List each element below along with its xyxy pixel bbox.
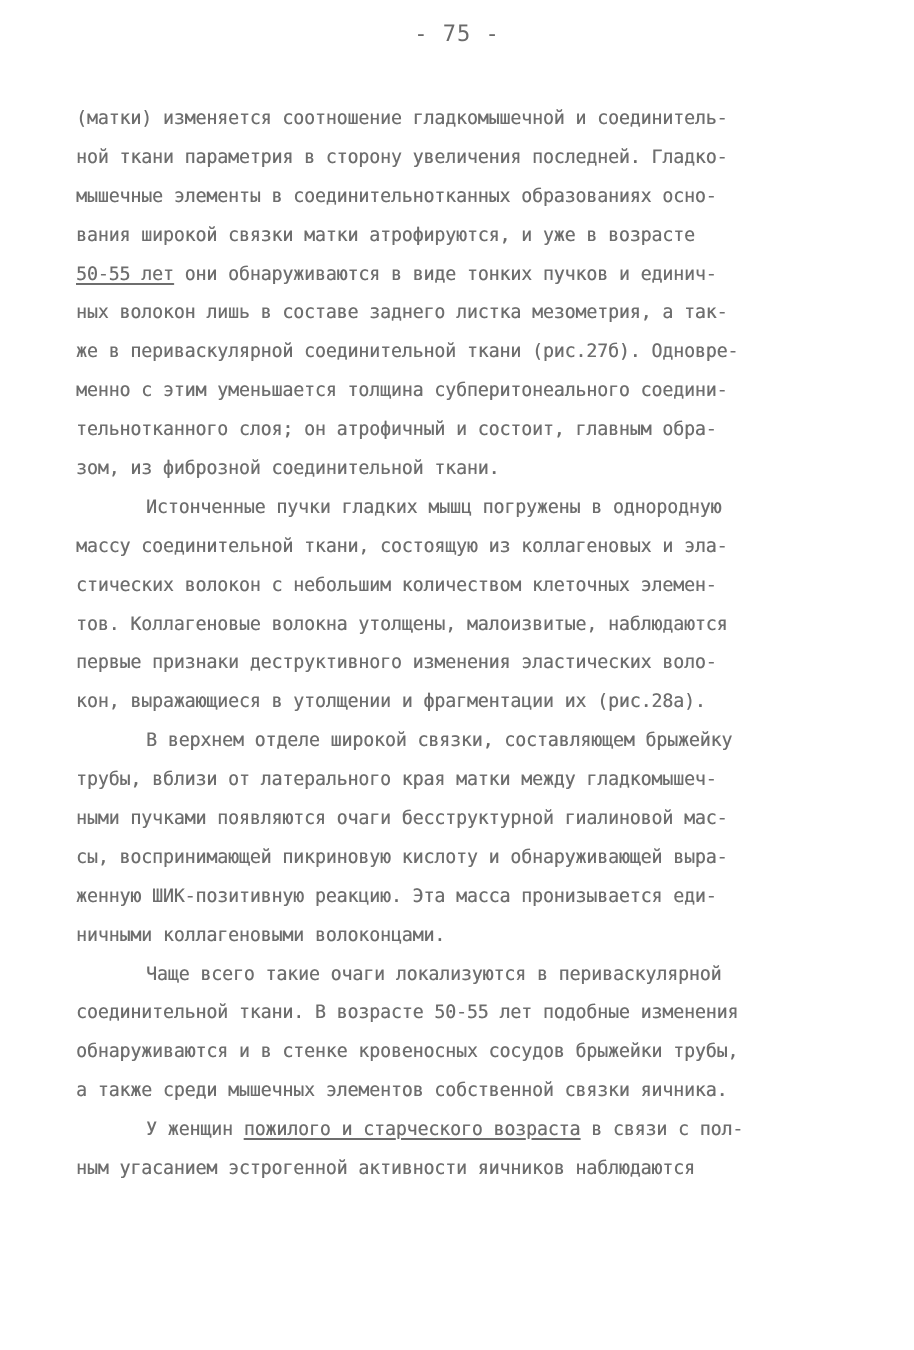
underlined-phrase: пожилого и старческого возраста (243, 1119, 581, 1141)
text-line: У женщин пожилого и старческого возраста в связи с пол- (146, 1119, 744, 1141)
text-line: (матки) изменяется соотношение гладкомышечной и соединитель- (76, 108, 728, 129)
text-line: ным угасанием эстрогенной активности яичников наблюдаются (76, 1158, 695, 1180)
text-line: массу соединительной ткани, состоящую из коллагеновых и эла- (76, 535, 728, 557)
text-line: трубы, вблизи от латерального края матки между гладкомышеч- (76, 769, 717, 791)
text-line: мышечные элементы в соединительнотканных образованиях осно- (76, 185, 717, 207)
text-line: зом, из фиброзной соединительной ткани. (76, 458, 500, 480)
text-line: сы, воспринимающей пикриновую кислоту и обнаруживающей выра- (76, 846, 728, 868)
text-line: Чаще всего такие очаги локализуются в периваскулярной (146, 963, 722, 985)
text-line: а также среди мышечных элементов собственной связки яичника. (76, 1080, 728, 1102)
text-line: В верхнем отделе широкой связки, составляющем брыжейку (146, 730, 733, 752)
text-line: ной ткани параметрия в сторону увеличения последней. Гладко- (76, 146, 728, 168)
text-line: менно с этим уменьшается толщина субперитонеального соедини- (76, 380, 728, 402)
body-text (76, 100, 846, 1189)
text-line: соединительной ткани. В возрасте 50-55 лет подобные изменения (76, 1002, 739, 1024)
text-line: кон, выражающиеся в утолщении и фрагментации их (рис.28а). (76, 691, 706, 713)
text-line: ными пучками появляются очаги бесструктурной гиалиновой мас- (76, 808, 728, 830)
text-line: ничными коллагеновыми волоконцами. (76, 924, 446, 946)
underlined-phrase: 50-55 лет (76, 263, 174, 285)
text-line: тов. Коллагеновые волокна утолщены, малоизвитые, наблюдаются (76, 613, 728, 635)
text-line: тельнотканного слоя; он атрофичный и состоит, главным обра- (76, 419, 717, 441)
text-line: обнаруживаются и в стенке кровеносных сосудов брыжейки трубы, (76, 1041, 739, 1063)
text-line: же в периваскулярной соединительной ткани (рис.27б). Одновре- (76, 341, 739, 363)
text-line: вания широкой связки матки атрофируются, и уже в возрасте (76, 224, 695, 246)
text-line: ных волокон лишь в составе заднего листка мезометрия, а так- (76, 302, 728, 324)
text-line: первые признаки деструктивного изменения эластических воло- (76, 652, 717, 674)
text-line: женную ШИК-позитивную реакцию. Эта масса пронизывается еди- (76, 885, 717, 907)
text-line: стических волокон с небольшим количеством клеточных элемен- (76, 574, 717, 596)
text-line: Истонченные пучки гладких мышц погружены в однородную (146, 496, 722, 518)
text-line: 50-55 лет они обнаруживаются в виде тонких пучков и единич- (76, 263, 717, 285)
page-number: - 75 - (414, 22, 500, 47)
